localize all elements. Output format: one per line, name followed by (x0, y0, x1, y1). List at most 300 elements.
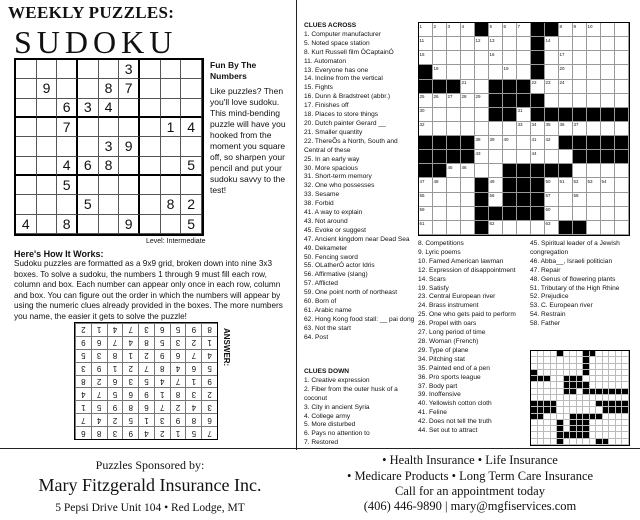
answer-cell: 8 (75, 375, 91, 388)
answer-cell: 4 (107, 323, 123, 336)
clue-item: 10. Famed American lawman (418, 257, 504, 265)
sudoku-cell (140, 137, 161, 156)
clue-item: 3. City in ancient Syria (304, 403, 370, 411)
clue-item: 63. Not the start (304, 324, 351, 332)
crossword-cell: 47 (419, 178, 433, 192)
crossword-cell (489, 65, 503, 79)
clue-item: 5. More disturbed (304, 421, 356, 429)
answer-cell: 7 (75, 413, 91, 426)
clue-item: 41. A way to explain (304, 209, 363, 217)
clue-item: 64. Post (304, 333, 329, 341)
answer-cell: 8 (170, 387, 186, 400)
answer-label: ANSWER: (222, 328, 231, 367)
sudoku-cell: 4 (57, 157, 78, 176)
answer-cell: 3 (138, 323, 154, 336)
answer-cell: 3 (122, 375, 138, 388)
sudoku-cell (78, 176, 99, 195)
answer-cell: 6 (185, 362, 201, 375)
answer-cell: 4 (185, 400, 201, 413)
crossword-cell (559, 37, 573, 51)
crossword-cell: 25 (419, 94, 433, 108)
sudoku-cell (161, 79, 182, 98)
crossword-block (559, 221, 573, 235)
crossword-cell (503, 221, 517, 235)
crossword-cell: 19 (503, 65, 517, 79)
crossword-cell (475, 80, 489, 94)
crossword-cell (573, 94, 587, 108)
crossword-cell: 14 (545, 37, 559, 51)
crossword-block (559, 136, 573, 150)
crossword-cell (447, 207, 461, 221)
answer-cell: 5 (201, 362, 217, 375)
crossword-cell: 48 (433, 178, 447, 192)
sudoku-cell (119, 176, 140, 195)
answer-cell: 5 (91, 400, 107, 413)
answer-cell: 1 (75, 400, 91, 413)
crossword-cell (601, 122, 615, 136)
crossword-cell: 61 (419, 221, 433, 235)
crossword-cell: 18 (433, 65, 447, 79)
sudoku-cell (181, 60, 202, 79)
sudoku-cell: 4 (99, 99, 120, 118)
crossword-block (573, 150, 587, 164)
crossword-block (433, 80, 447, 94)
answer-cell: 2 (185, 336, 201, 349)
crossword-cell (615, 51, 629, 65)
answer-cell: 4 (138, 426, 154, 439)
sudoku-cell (37, 99, 58, 118)
crossword-cell: 36 (559, 122, 573, 136)
clue-item: 11. Automaton (304, 57, 347, 65)
answer-cell: 9 (154, 349, 170, 362)
clue-item: 57. Afflicted (304, 280, 338, 288)
answer-cell: 6 (122, 387, 138, 400)
crossword-block (503, 108, 517, 122)
sudoku-cell: 9 (119, 215, 140, 234)
clue-item: 31. Short-term memory (304, 173, 372, 181)
clue-item: 24. Brass instrument (418, 302, 479, 310)
crossword-cell (587, 122, 601, 136)
crossword-cell: 28 (461, 94, 475, 108)
sudoku-cell (119, 195, 140, 214)
crossword-cell: 9 (573, 23, 587, 37)
crossword-block (559, 164, 573, 178)
answer-cell: 2 (170, 400, 186, 413)
answer-cell: 5 (185, 426, 201, 439)
answer-cell: 8 (122, 400, 138, 413)
sudoku-cell: 8 (161, 195, 182, 214)
crossword-cell: 12 (475, 37, 489, 51)
crossword-cell (447, 221, 461, 235)
sudoku-cell (161, 137, 182, 156)
crossword-block (475, 193, 489, 207)
crossword-block (461, 150, 475, 164)
crossword-cell: 7 (517, 23, 531, 37)
crossword-cell: 34 (531, 122, 545, 136)
sudoku-cell (119, 157, 140, 176)
crossword-block (517, 94, 531, 108)
answer-cell: 5 (138, 375, 154, 388)
services-line-2: • Medicare Products • Long Term Care Insurance (346, 469, 594, 483)
answer-cell: 7 (138, 362, 154, 375)
sudoku-cell (99, 118, 120, 137)
crossword-block (503, 94, 517, 108)
page-title: WEEKLY PUZZLES: (8, 3, 175, 22)
answer-cell: 8 (91, 426, 107, 439)
crossword-cell: 38 (475, 136, 489, 150)
sudoku-cell (181, 137, 202, 156)
crossword-cell: 63 (545, 221, 559, 235)
clue-item: 53. C. European river (530, 302, 593, 310)
crossword-cell: 46 (461, 164, 475, 178)
sudoku-cell (119, 99, 140, 118)
crossword-block (419, 136, 433, 150)
clues-across-title: CLUES ACROSS (304, 22, 357, 29)
clue-item: 17. Finishes off (304, 102, 349, 110)
crossword-block (503, 193, 517, 207)
clue-item: 59. One point north of northeast (304, 289, 398, 297)
answer-cell: 1 (122, 349, 138, 362)
fun-text: Like puzzles? Then you'll love sudoku. This mind-bending puzzle will have you hooked from the moment you square off, so sharpen your pencil and put your sudoku savvy to the test! (210, 86, 286, 195)
clues-down-list-2 (418, 240, 516, 436)
answer-cell: 8 (185, 413, 201, 426)
crossword-block (615, 150, 629, 164)
clue-item: 44. Set out to attract (418, 427, 478, 435)
sudoku-cell: 6 (78, 157, 99, 176)
crossword-block (545, 23, 559, 37)
answer-cell: 9 (138, 387, 154, 400)
answer-cell: 2 (201, 387, 217, 400)
crossword-cell: 27 (447, 94, 461, 108)
sudoku-cell (140, 79, 161, 98)
crossword-cell: 43 (475, 150, 489, 164)
crossword-cell (615, 23, 629, 37)
sudoku-cell (37, 137, 58, 156)
clue-item: 28. Woman (French) (418, 337, 479, 345)
crossword-block (531, 193, 545, 207)
crossword-block (461, 136, 475, 150)
sudoku-cell: 8 (99, 157, 120, 176)
answer-cell: 5 (107, 387, 123, 400)
sudoku-level: Level: Intermediate (146, 238, 206, 245)
crossword-cell: 55 (419, 193, 433, 207)
clue-item: 45. Spiritual leader of a Jewish (530, 240, 620, 247)
crossword-block (601, 108, 615, 122)
crossword-block (573, 108, 587, 122)
crossword-cell: 60 (545, 207, 559, 221)
clue-item: Central of these (304, 146, 351, 154)
clue-item: 45. Evoke or suggest (304, 226, 366, 234)
sudoku-cell (57, 60, 78, 79)
crossword-block (489, 207, 503, 221)
crossword-cell: 56 (489, 193, 503, 207)
answer-cell: 7 (185, 349, 201, 362)
crossword-block (475, 23, 489, 37)
crossword-cell (601, 164, 615, 178)
sudoku-cell (161, 99, 182, 118)
clue-item: 56. Affirmative (slang) (304, 271, 368, 279)
clues-down-title: CLUES DOWN (304, 368, 350, 375)
answer-cell: 7 (91, 387, 107, 400)
crossword-cell (475, 51, 489, 65)
crossword-cell: 33 (517, 122, 531, 136)
crossword-block (475, 207, 489, 221)
crossword-answer-grid (530, 350, 630, 446)
answer-cell: 3 (154, 413, 170, 426)
crossword-block (433, 136, 447, 150)
crossword-block (531, 178, 545, 192)
crossword-cell (461, 178, 475, 192)
crossword-cell: 44 (531, 150, 545, 164)
answer-cell: 3 (170, 336, 186, 349)
crossword-cell: 16 (489, 51, 503, 65)
clue-item: 23. Central European river (418, 293, 496, 301)
clue-item: 37. Body part (418, 382, 458, 390)
clue-item: 7. Restored (304, 439, 339, 447)
answer-cell: 4 (75, 387, 91, 400)
clues-down-list-3 (530, 240, 620, 329)
crossword-block (489, 80, 503, 94)
crossword-cell (615, 65, 629, 79)
clue-item: 52. Prejudice (530, 293, 569, 301)
clue-item: 18. Places to store things (304, 111, 379, 119)
crossword-cell: 20 (559, 65, 573, 79)
crossword-block (419, 80, 433, 94)
crossword-cell (475, 65, 489, 79)
answer-cell: 2 (75, 323, 91, 336)
crossword-cell (433, 122, 447, 136)
crossword-block (419, 65, 433, 79)
answer-cell: 3 (75, 362, 91, 375)
clue-item: congregation (530, 248, 569, 256)
crossword-block (517, 178, 531, 192)
sudoku-cell (16, 195, 37, 214)
crossword-cell: 30 (419, 108, 433, 122)
sudoku-cell: 1 (161, 118, 182, 137)
crossword-cell (489, 150, 503, 164)
crossword-cell (601, 193, 615, 207)
crossword-cell: 51 (559, 178, 573, 192)
sudoku-cell (161, 60, 182, 79)
clue-item: 33. Sesame (304, 191, 340, 199)
answer-cell: 5 (170, 323, 186, 336)
clue-item: 22. ThereÕs a North, South and (304, 137, 398, 145)
crossword-block (433, 164, 447, 178)
crossword-cell: 40 (503, 136, 517, 150)
sudoku-cell (78, 137, 99, 156)
clue-item: 19. Satisfy (418, 284, 449, 292)
clue-item: 32. One who possesses (304, 182, 375, 190)
crossword-cell: 26 (433, 94, 447, 108)
crossword-cell (601, 221, 615, 235)
call-text: Call for an appointment today (395, 484, 545, 498)
crossword-grid (418, 22, 630, 236)
sudoku-cell: 9 (119, 137, 140, 156)
sudoku-cell: 8 (99, 79, 120, 98)
answer-cell: 8 (201, 323, 217, 336)
crossword-cell: 31 (517, 108, 531, 122)
clue-item: 34. Pitching stat (418, 355, 465, 363)
crossword-cell: 24 (559, 80, 573, 94)
crossword-cell (447, 122, 461, 136)
clue-item: 29. Type of plane (418, 346, 469, 354)
answer-cell: 3 (185, 387, 201, 400)
crossword-block (503, 178, 517, 192)
sudoku-cell (161, 176, 182, 195)
clue-item: 49. Dekameter (304, 244, 348, 252)
clue-item: coconut (304, 394, 328, 402)
clues-down-list (304, 377, 398, 448)
fun-title: Fun By The Numbers (210, 60, 257, 81)
clue-item: 51. Tributary of the High Rhine (530, 284, 620, 292)
crossword-cell (587, 65, 601, 79)
clue-item: 55. OLatherÓ actor Idris (304, 262, 375, 270)
crossword-cell (517, 65, 531, 79)
crossword-block (531, 23, 545, 37)
sudoku-cell: 3 (119, 60, 140, 79)
clue-item: 47. Repair (530, 266, 561, 274)
services-block (300, 452, 640, 514)
sponsor-address: 5 Pepsi Drive Unit 104 • Red Lodge, MT (55, 502, 245, 514)
answer-cell: 3 (91, 349, 107, 362)
answer-cell: 4 (154, 375, 170, 388)
crossword-cell (587, 80, 601, 94)
crossword-cell: 3 (447, 23, 461, 37)
clue-item: 9. Lyric poems (418, 248, 461, 256)
crossword-cell: 35 (545, 122, 559, 136)
clue-item: 61. Arabic name (304, 307, 352, 314)
sudoku-cell: 5 (78, 195, 99, 214)
crossword-cell: 50 (545, 178, 559, 192)
sudoku-cell: 3 (78, 99, 99, 118)
crossword-cell (461, 193, 475, 207)
crossword-block (517, 80, 531, 94)
clue-item: 20. Dutch painter Gerard __ (304, 119, 386, 127)
crossword-cell (489, 122, 503, 136)
sudoku-cell (140, 176, 161, 195)
sponsor-name: Mary Fitzgerald Insurance Inc. (38, 475, 262, 495)
crossword-block (489, 94, 503, 108)
sudoku-cell: 5 (181, 215, 202, 234)
crossword-cell: 23 (545, 80, 559, 94)
sudoku-cell (140, 195, 161, 214)
crossword-block (545, 108, 559, 122)
crossword-block (587, 150, 601, 164)
clue-item: 47. Ancient kingdom near Dead Sea (304, 235, 410, 243)
answer-cell: 2 (138, 349, 154, 362)
sudoku-cell: 4 (181, 118, 202, 137)
clue-item: 58. Father (530, 320, 561, 328)
crossword-cell (433, 207, 447, 221)
clue-item: 26. Propel with oars (418, 320, 477, 328)
crossword-block (615, 108, 629, 122)
answer-cell: 2 (107, 413, 123, 426)
crossword-cell (559, 94, 573, 108)
sudoku-cell: 8 (57, 215, 78, 234)
crossword-cell (461, 65, 475, 79)
answer-cell: 9 (91, 362, 107, 375)
crossword-cell: 15 (419, 51, 433, 65)
crossword-cell: 32 (419, 122, 433, 136)
clue-item: 1. Computer manufacturer (304, 30, 381, 38)
answer-cell: 3 (201, 400, 217, 413)
crossword-cell (531, 221, 545, 235)
sudoku-cell (140, 60, 161, 79)
how-text: Sudoku puzzles are formatted as a 9x9 grid, broken down into nine 3x3 boxes. To solve a sudoku, the numbers 1 through 9 must fill each row, column and box. Each number can appear only once in each row, column and box. You can figure out the order in which the numbers will appear by using the numeric clues already provided in the boxes. The more numbers you name, the easier it gets to solve the puzzle! (14, 259, 283, 321)
clue-item: 21. Smaller quantity (304, 128, 363, 136)
answer-cell: 7 (170, 375, 186, 388)
answer-cell: 1 (138, 413, 154, 426)
crossword-cell (461, 51, 475, 65)
clue-item: 12. Expression of disappointment (418, 266, 516, 274)
answer-cell: 1 (107, 362, 123, 375)
sudoku-cell (140, 99, 161, 118)
crossword-cell (559, 207, 573, 221)
sudoku-cell: 4 (16, 215, 37, 234)
answer-cell: 7 (122, 323, 138, 336)
crossword-block (573, 136, 587, 150)
answer-cell: 1 (185, 375, 201, 388)
crossword-block (573, 221, 587, 235)
crossword-block (531, 37, 545, 51)
answer-cell: 9 (201, 375, 217, 388)
crossword-block (601, 150, 615, 164)
answer-cell: 6 (154, 323, 170, 336)
crossword-block (503, 80, 517, 94)
crossword-block (419, 164, 433, 178)
crossword-cell: 4 (461, 23, 475, 37)
crossword-cell (615, 94, 629, 108)
crossword-cell: 59 (419, 207, 433, 221)
crossword-block (419, 150, 433, 164)
crossword-cell (601, 80, 615, 94)
sudoku-cell (37, 176, 58, 195)
crossword-cell (447, 178, 461, 192)
crossword-cell: 6 (503, 23, 517, 37)
crossword-cell (447, 51, 461, 65)
clue-item: 8. Competitions (418, 240, 464, 247)
sudoku-cell (99, 176, 120, 195)
crossword-cell (587, 193, 601, 207)
crossword-block (587, 136, 601, 150)
crossword-block (531, 94, 545, 108)
answer-cell: 9 (122, 426, 138, 439)
sudoku-cell (140, 118, 161, 137)
crossword-cell (601, 207, 615, 221)
clue-item: 2. Fiber from the outer husk of a (304, 385, 398, 393)
crossword-block (447, 80, 461, 94)
crossword-cell (461, 108, 475, 122)
crossword-cell (615, 207, 629, 221)
answer-cell: 6 (201, 413, 217, 426)
crossword-cell (433, 37, 447, 51)
sudoku-cell (37, 118, 58, 137)
crossword-block (531, 51, 545, 65)
clue-item: 50. Fencing sword (304, 253, 358, 261)
crossword-block (559, 108, 573, 122)
crossword-cell (503, 150, 517, 164)
sudoku-cell (140, 157, 161, 176)
clues-across (304, 22, 414, 343)
crossword-cell: 37 (573, 122, 587, 136)
crossword-cell (517, 150, 531, 164)
crossword-cell (601, 37, 615, 51)
clue-item: 15. Fights (304, 84, 333, 92)
answer-cell: 1 (170, 426, 186, 439)
answer-cell: 5 (154, 336, 170, 349)
answer-cell: 3 (107, 426, 123, 439)
answer-cell: 2 (154, 426, 170, 439)
